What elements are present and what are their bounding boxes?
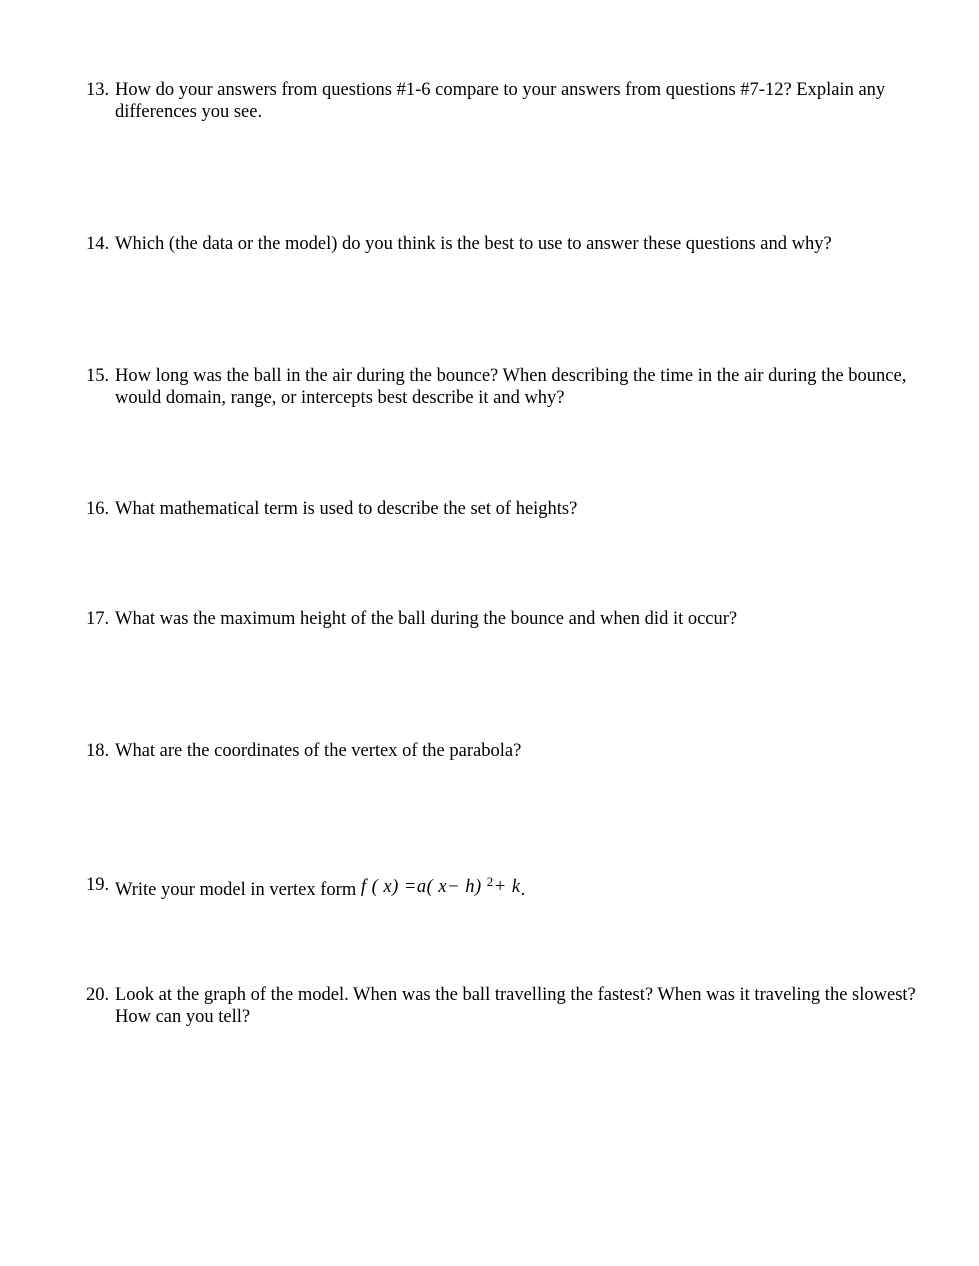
question-text-suffix: . — [520, 880, 526, 900]
question-text: What mathematical term is used to describe the set of heights? — [115, 499, 578, 519]
question-number: 16. — [86, 499, 110, 519]
question-text: How do your answers from questions #1-6 compare to your answers from questions #7-12? Explain any differences you see. — [115, 80, 886, 122]
question-text-lead: Write your model in vertex form — [115, 880, 361, 900]
question-number: 15. — [86, 366, 110, 386]
question-text: How long was the ball in the air during the bounce? When describing the time in the air during the bounce, would domain, range, or intercepts best describe it and why? — [115, 366, 907, 408]
question-number: 19. — [86, 875, 110, 895]
question-14 — [86, 233, 926, 255]
question-15 — [86, 365, 926, 409]
vertex-form-formula — [361, 871, 521, 898]
formula-body: f ( x) =a( x− h) — [360, 877, 487, 897]
question-number: 18. — [86, 741, 110, 761]
question-13 — [86, 79, 926, 123]
question-number: 14. — [86, 234, 110, 254]
question-text — [115, 874, 926, 901]
question-text: Look at the graph of the model. When was the ball travelling the fastest? When was it traveling the slowest? How can you tell? — [115, 985, 916, 1027]
question-text: What are the coordinates of the vertex of the parabola? — [115, 741, 522, 761]
question-number: 20. — [86, 985, 110, 1005]
question-16 — [86, 498, 926, 520]
question-number: 17. — [86, 609, 110, 629]
question-text: What was the maximum height of the ball during the bounce and when did it occur? — [115, 609, 738, 629]
question-19 — [86, 874, 926, 901]
formula-exponent: 2 — [486, 874, 494, 889]
formula-tail: + k — [493, 877, 521, 897]
question-17 — [86, 608, 926, 630]
question-number: 13. — [86, 80, 110, 100]
question-text: Which (the data or the model) do you think is the best to use to answer these questions and why? — [115, 234, 832, 254]
question-18 — [86, 740, 926, 762]
question-20 — [86, 984, 926, 1028]
